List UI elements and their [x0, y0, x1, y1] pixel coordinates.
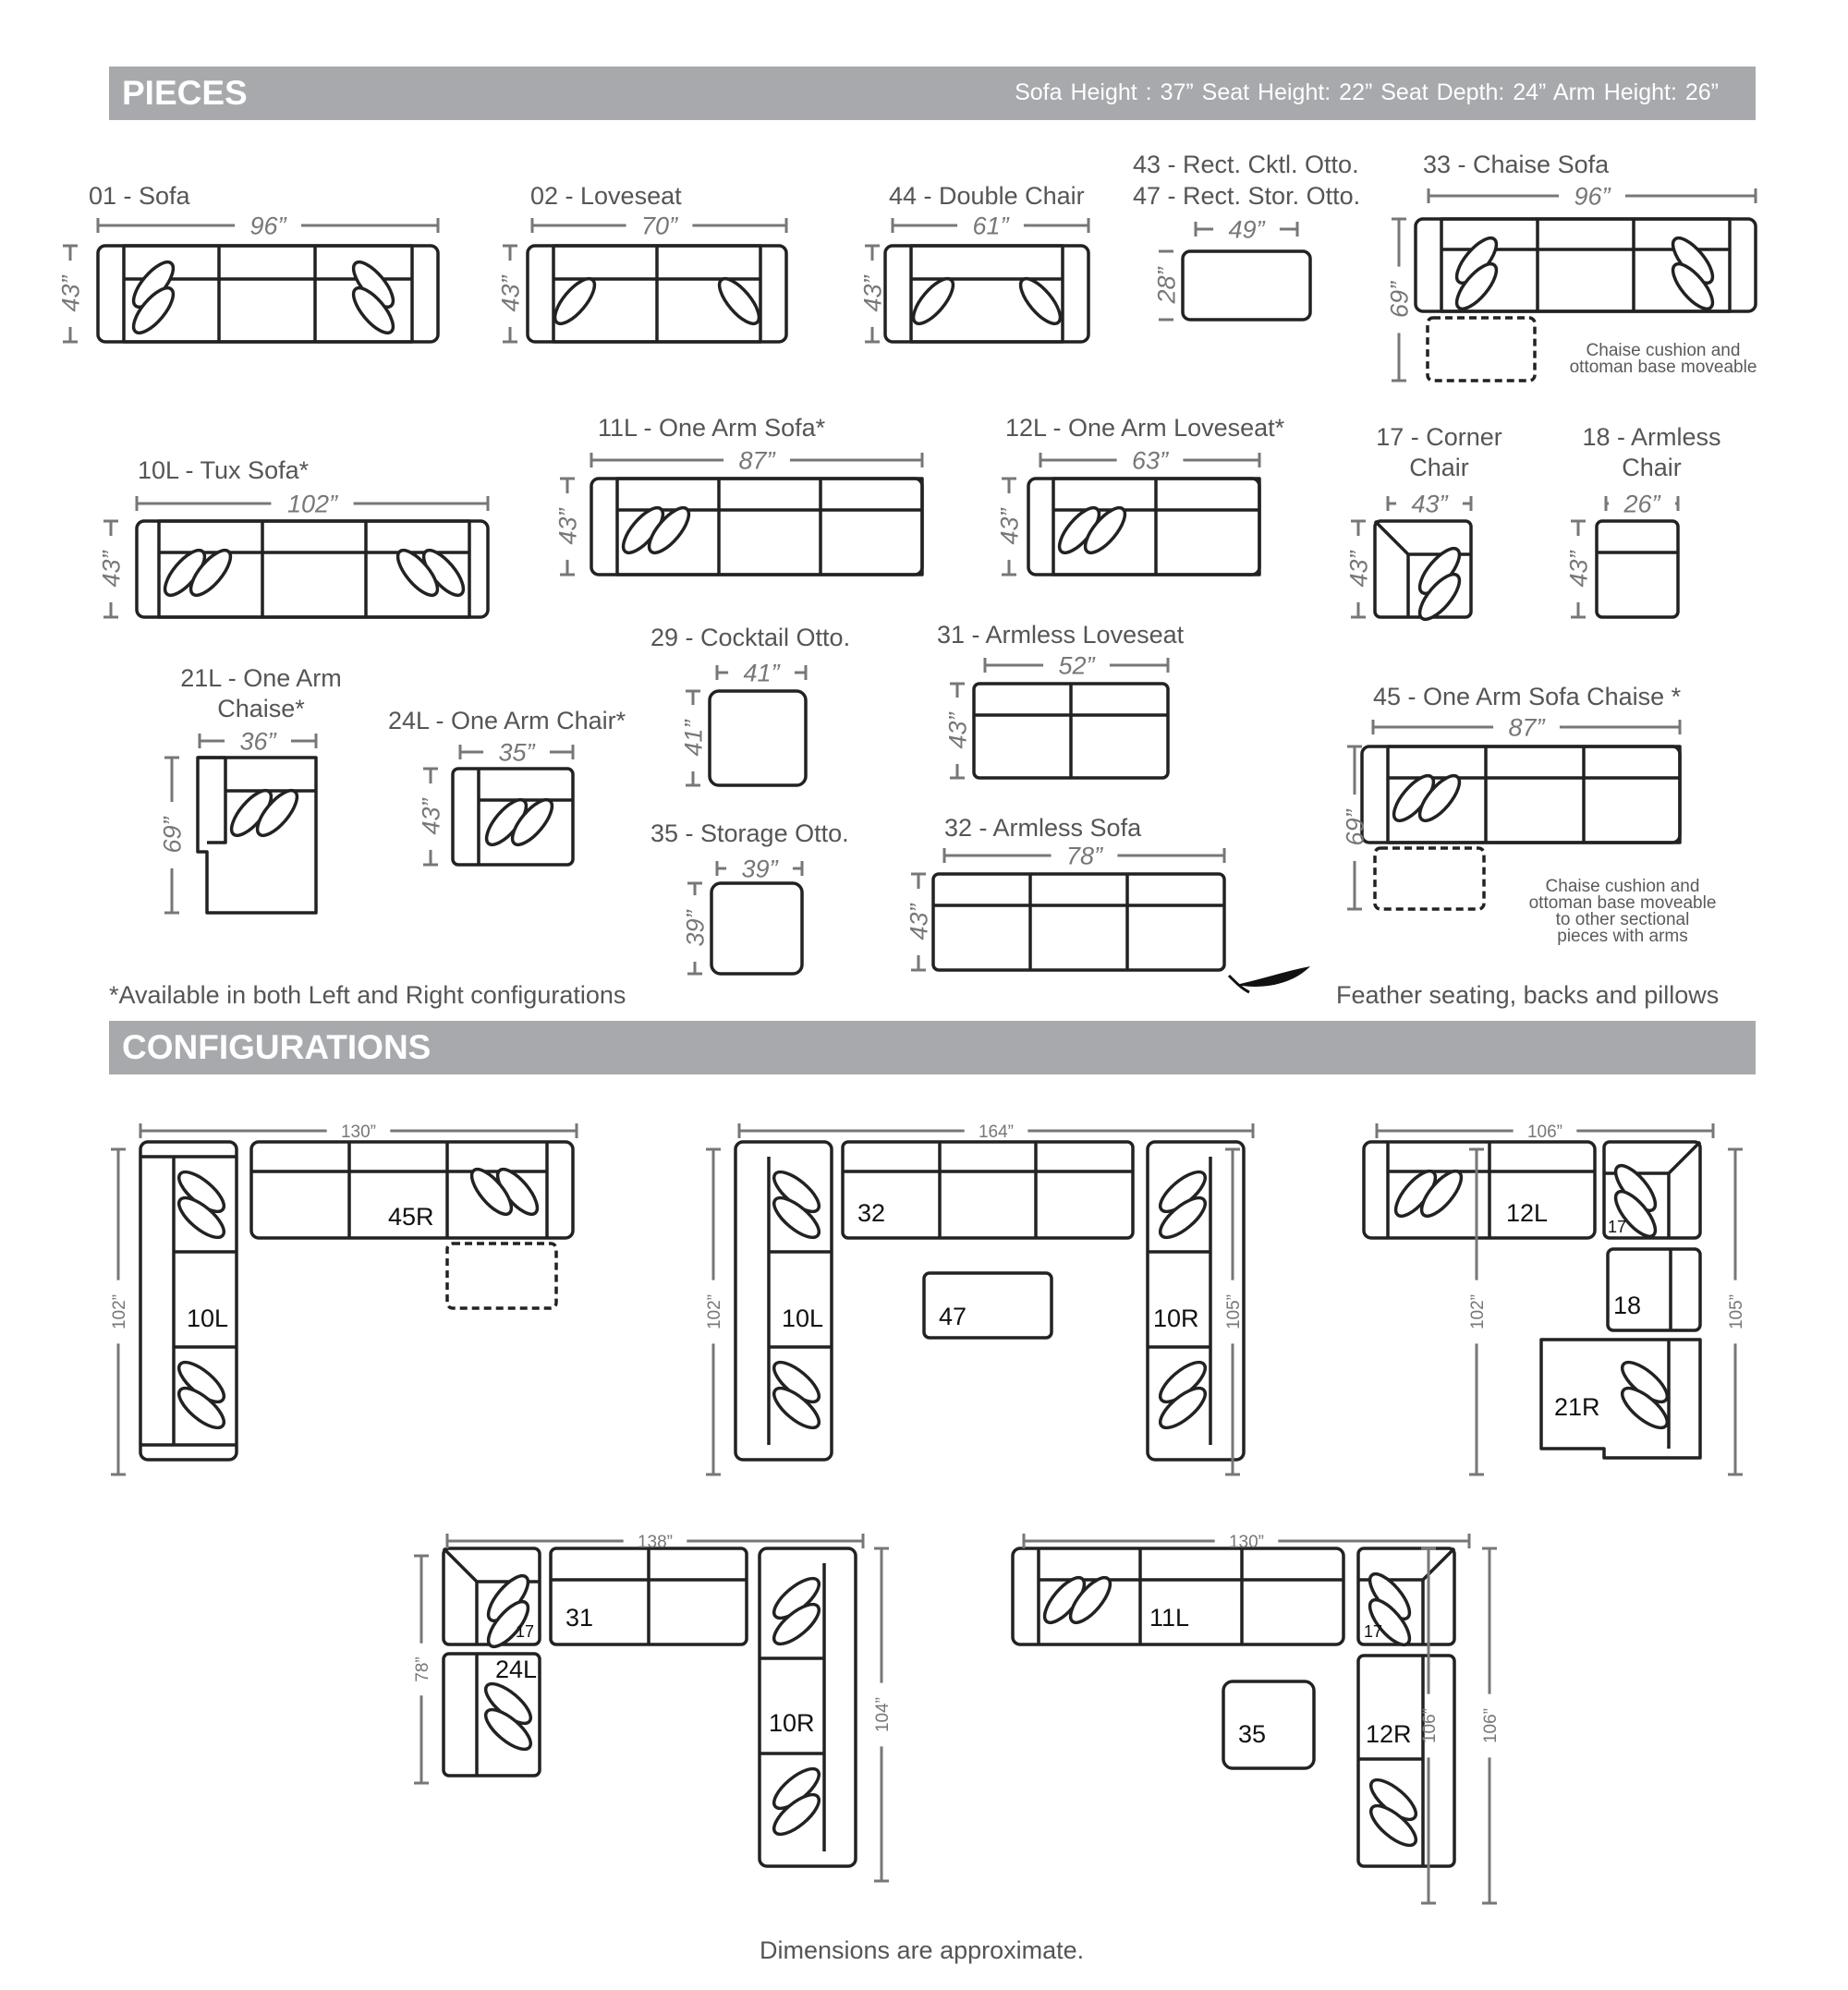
config-1 [140, 1142, 573, 1460]
piece-17-corner-chair [1375, 521, 1471, 625]
depth-dim-13: 39” [681, 910, 710, 947]
config-5-label-35: 35 [1238, 1720, 1267, 1748]
piece-10l-tux-sofa [137, 521, 488, 617]
width-dim-12: 41” [743, 659, 780, 687]
width-dim-9: 26” [1623, 490, 1660, 518]
feather-icon [1229, 966, 1310, 992]
piece-43-47-ottoman [1183, 251, 1310, 320]
feather-footnote: Feather seating, backs and pillows [1336, 981, 1720, 1009]
config-4-label-17: 17 [516, 1622, 535, 1641]
depth-dim-0: 43” [56, 275, 85, 312]
width-dim-10: 36” [239, 727, 276, 756]
depth-dim-12: 41” [679, 720, 708, 757]
piece-12l-one-arm-loveseat [1028, 479, 1259, 575]
piece-21l-one-arm-chaise [198, 758, 316, 913]
config-5-width-dim: 130” [1228, 1532, 1265, 1552]
width-dim-3: 49” [1228, 215, 1265, 244]
piece-44-double-chair [885, 246, 1088, 342]
chaise-note-45: Chaise cushion and ottoman base moveable to other sectional pieces with arms [1528, 877, 1717, 946]
depth-dim-11: 43” [417, 798, 445, 835]
piece-label-33: 33 - Chaise Sofa [1423, 151, 1610, 178]
config-3 [1364, 1142, 1700, 1458]
dimensions-note: Dimensions are approximate. [760, 1936, 1085, 1964]
depth-dim-5: 43” [97, 551, 126, 588]
depth-dim-4: 69” [1385, 281, 1414, 319]
depth-dim-14: 43” [943, 712, 972, 749]
config-2-depth-dim-mid: 102” [1467, 1293, 1488, 1330]
piece-45-one-arm-sofa-chaise [1362, 746, 1680, 909]
config-1-label-10l: 10L [187, 1304, 229, 1332]
piece-label-01: 01 - Sofa [89, 182, 190, 210]
piece-11l-one-arm-sofa [591, 479, 922, 575]
config-4-label-24l: 24L [495, 1656, 538, 1683]
config-2-label-47: 47 [939, 1303, 967, 1330]
config-4-label-31: 31 [565, 1604, 594, 1632]
width-dim-7: 63” [1131, 446, 1169, 475]
pieces-specs: Sofa Height : 37” Seat Height: 22” Seat Depth: 24” Arm Height: 26” [1015, 79, 1719, 105]
config-2-width-dim: 164” [978, 1122, 1015, 1142]
width-dim-4: 96” [1574, 182, 1611, 211]
piece-label-24l: 24L - One Arm Chair* [388, 707, 626, 734]
piece-label-18: 18 - Armless Chair [1582, 423, 1721, 481]
pieces-title: PIECES [122, 74, 248, 112]
config-4-depth-dim-right: 104” [872, 1696, 893, 1733]
piece-label-35: 35 - Storage Otto. [650, 819, 849, 847]
config-2-depth-dim: 102” [704, 1293, 724, 1330]
depth-dim-15: 43” [905, 904, 933, 940]
piece-24l-one-arm-chair [453, 769, 573, 865]
depth-dim-3: 28” [1152, 267, 1181, 304]
width-dim-0: 96” [249, 212, 286, 240]
piece-label-12l: 12L - One Arm Loveseat* [1005, 414, 1285, 442]
width-dim-6: 87” [738, 446, 775, 475]
width-dim-13: 39” [741, 855, 778, 883]
depth-dim-6: 43” [553, 508, 582, 545]
piece-label-11l: 11L - One Arm Sofa* [598, 414, 826, 442]
config-5 [1013, 1548, 1454, 1866]
piece-label-02: 02 - Loveseat [530, 182, 682, 210]
piece-02-loveseat [528, 246, 786, 342]
config-4-label-10r: 10R [769, 1709, 815, 1737]
width-dim-2: 61” [972, 212, 1009, 240]
piece-01-sofa [98, 246, 438, 342]
config-2-label-10l: 10L [782, 1304, 824, 1332]
chaise-note-33: Chaise cushion and ottoman base moveable [1569, 341, 1757, 377]
depth-dim-10: 69” [158, 817, 187, 854]
config-4-width-dim: 138” [637, 1532, 674, 1552]
piece-18-armless-chair [1597, 521, 1678, 617]
config-2 [736, 1142, 1244, 1460]
piece-label-29: 29 - Cocktail Otto. [650, 624, 851, 651]
configurations-title: CONFIGURATIONS [122, 1028, 432, 1066]
config-2-label-10r: 10R [1153, 1304, 1199, 1332]
piece-label-47: 47 - Rect. Stor. Otto. [1133, 182, 1361, 210]
width-dim-14: 52” [1058, 651, 1095, 680]
depth-dim-9: 43” [1564, 551, 1593, 588]
piece-35-storage-ottoman [711, 883, 802, 974]
piece-label-32: 32 - Armless Sofa [944, 814, 1142, 842]
config-1-label-45r: 45R [388, 1203, 434, 1231]
availability-footnote: *Available in both Left and Right configurations [109, 981, 626, 1009]
config-5-depth-dim: 106” [1419, 1707, 1440, 1744]
piece-label-10l: 10L - Tux Sofa* [138, 456, 310, 484]
width-dim-5: 102” [286, 490, 338, 518]
config-5-depth-dim-right: 106” [1480, 1707, 1501, 1744]
config-3-depth-dim-right: 105” [1726, 1293, 1746, 1330]
width-dim-16: 87” [1508, 713, 1545, 742]
config-3-depth-dim: 105” [1223, 1293, 1244, 1330]
config-3-label-18: 18 [1613, 1292, 1642, 1319]
config-4 [444, 1548, 856, 1866]
config-3-label-21r: 21R [1554, 1393, 1600, 1421]
config-5-label-17: 17 [1364, 1622, 1383, 1641]
depth-dim-1: 43” [496, 275, 525, 312]
config-3-label-12l: 12L [1506, 1199, 1549, 1227]
depth-dim-8: 43” [1344, 551, 1373, 588]
config-1-depth-dim: 102” [109, 1293, 129, 1330]
config-3-width-dim: 106” [1526, 1122, 1563, 1142]
piece-29-cocktail-ottoman [710, 691, 806, 785]
width-dim-11: 35” [498, 738, 535, 767]
width-dim-15: 78” [1065, 842, 1103, 870]
piece-label-44: 44 - Double Chair [889, 182, 1085, 210]
config-4-depth-dim: 78” [412, 1656, 432, 1682]
piece-label-21l: 21L - One Arm Chaise* [180, 664, 342, 722]
config-2-label-32: 32 [857, 1199, 886, 1227]
piece-32-armless-sofa [933, 874, 1224, 970]
depth-dim-16: 69” [1341, 809, 1369, 846]
config-1-width-dim: 130” [340, 1122, 377, 1142]
width-dim-1: 70” [640, 212, 678, 240]
config-3-label-17: 17 [1608, 1218, 1627, 1236]
piece-label-17: 17 - Corner Chair [1376, 423, 1502, 481]
piece-label-45: 45 - One Arm Sofa Chaise * [1373, 683, 1682, 710]
config-5-label-11l: 11L [1149, 1604, 1190, 1632]
config-5-label-12r: 12R [1366, 1720, 1412, 1748]
piece-label-43: 43 - Rect. Cktl. Otto. [1133, 151, 1359, 178]
depth-dim-2: 43” [858, 275, 887, 312]
width-dim-8: 43” [1411, 490, 1448, 518]
depth-dim-7: 43” [995, 508, 1024, 545]
piece-31-armless-loveseat [974, 684, 1168, 778]
piece-label-31: 31 - Armless Loveseat [937, 621, 1185, 649]
piece-33-chaise-sofa [1416, 219, 1756, 381]
